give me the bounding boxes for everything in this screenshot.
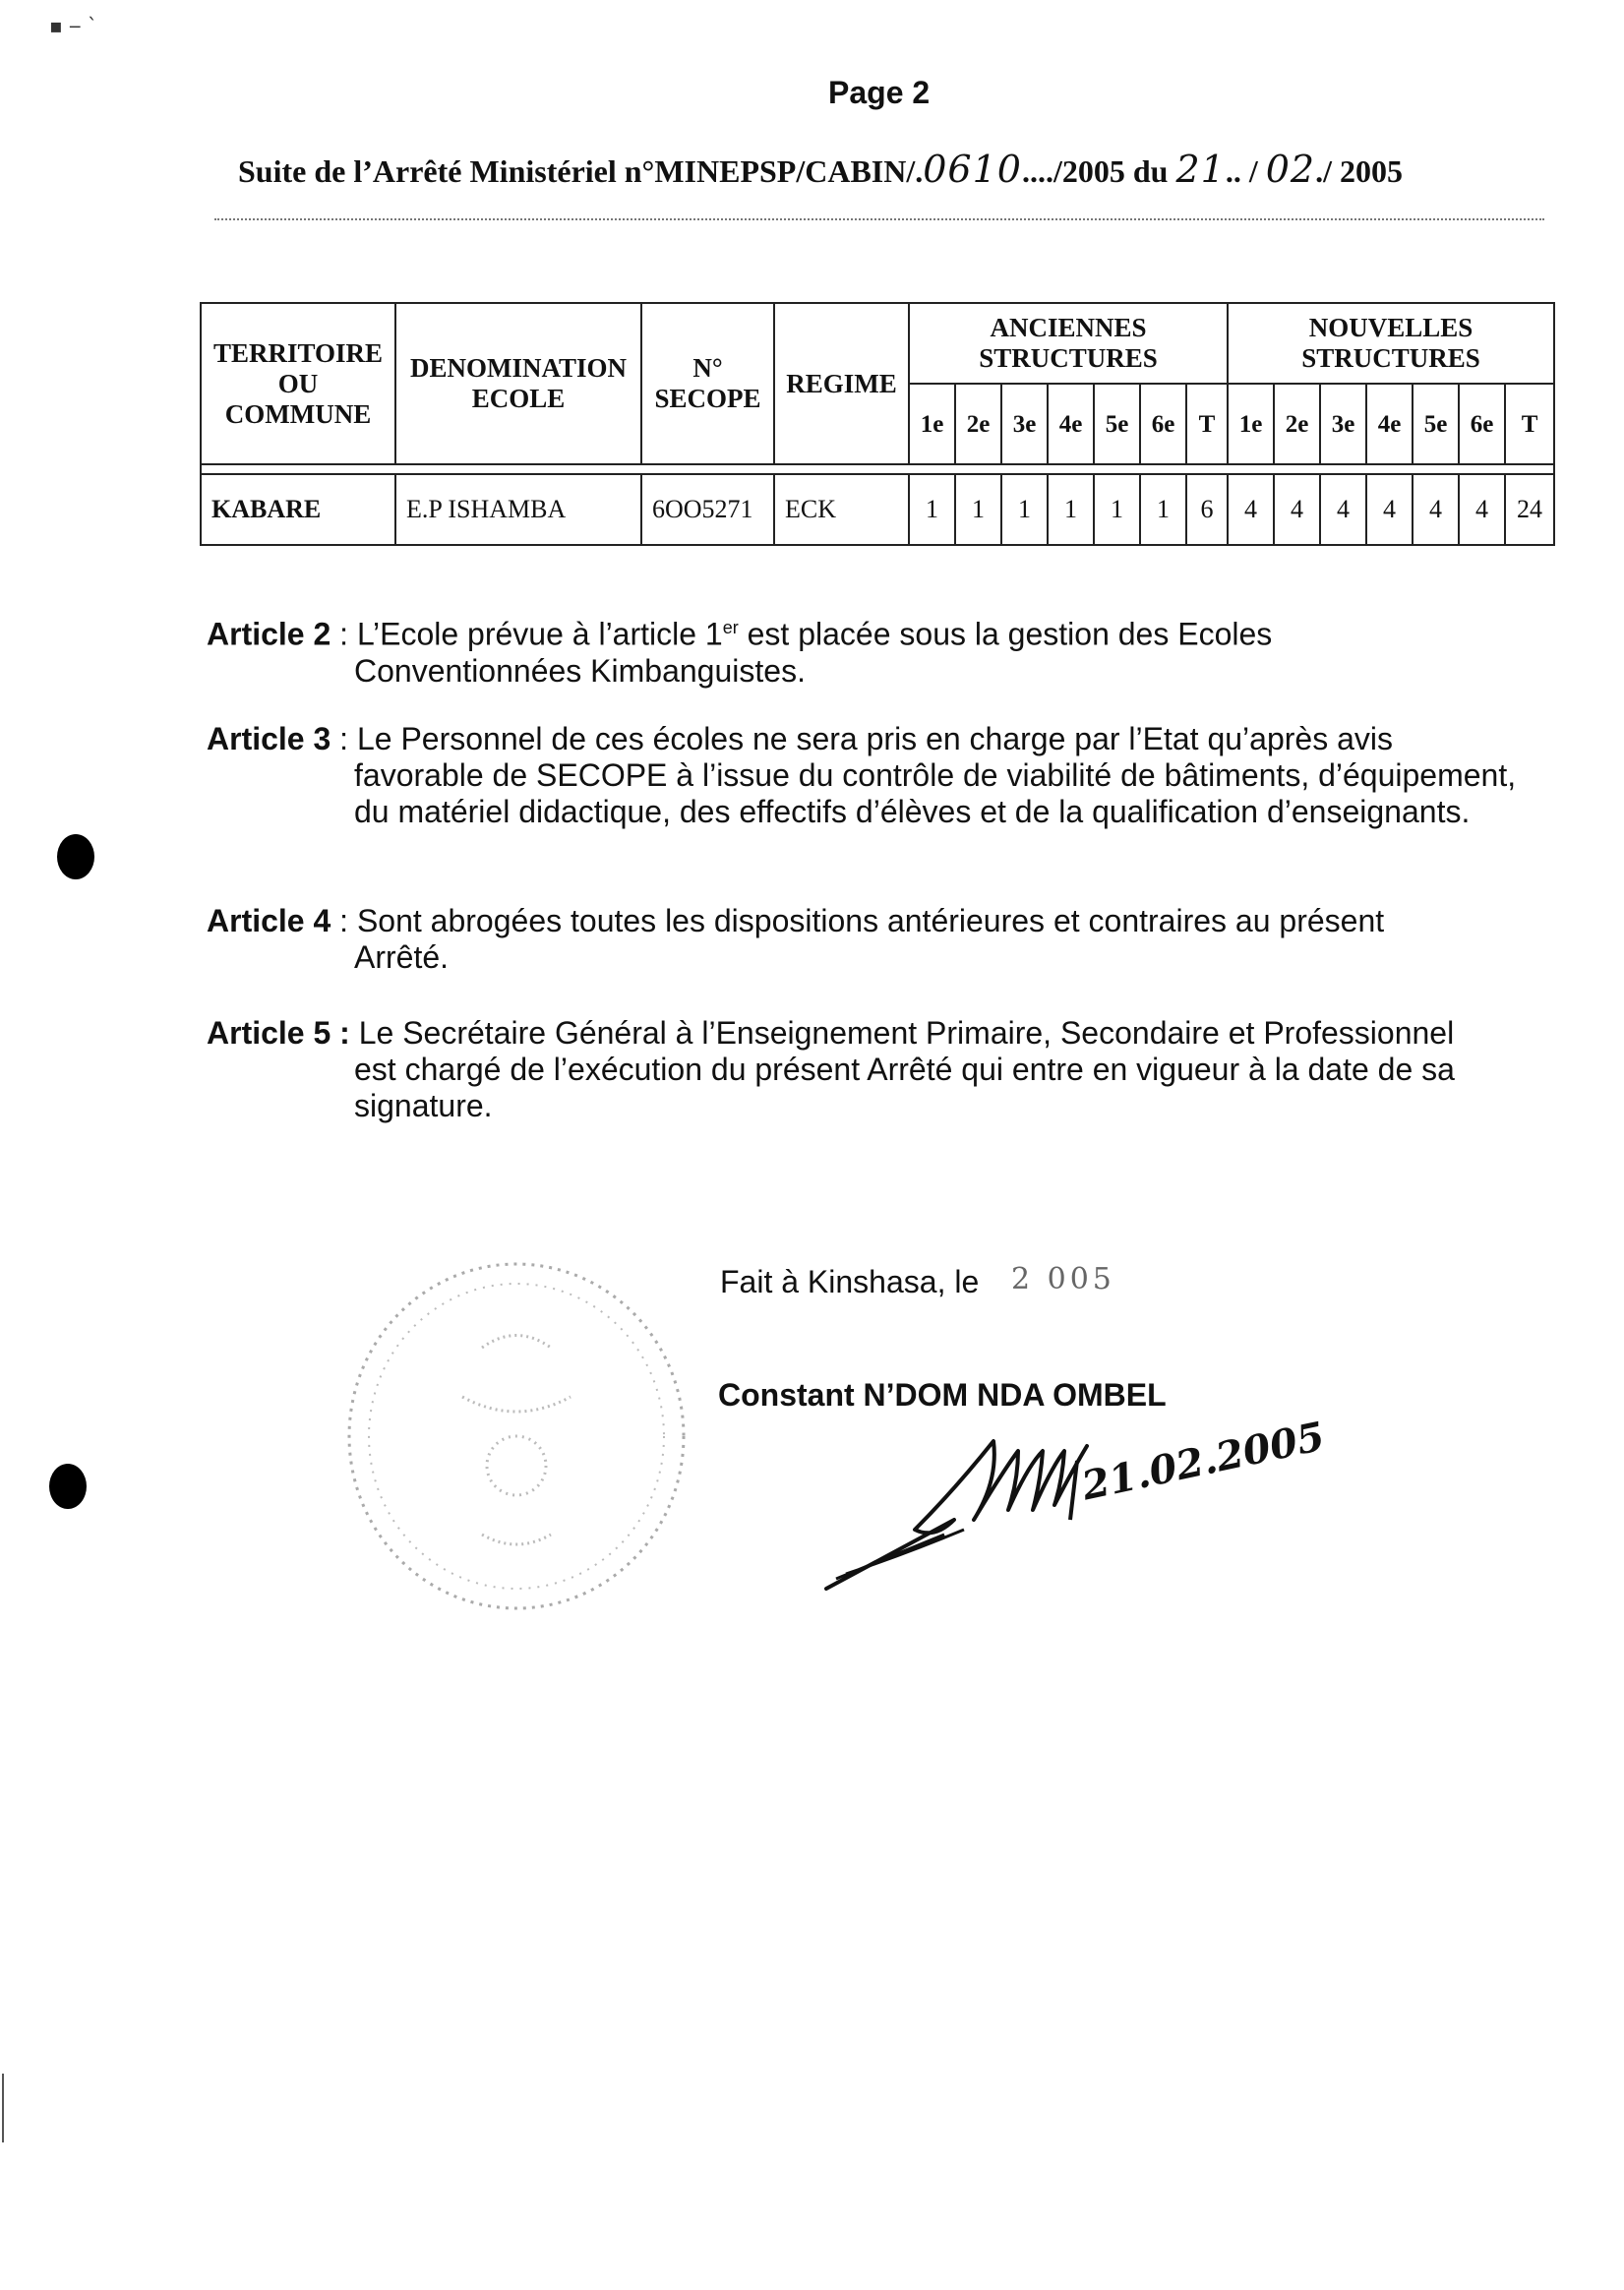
header-dotted-rule (214, 218, 1544, 220)
punch-hole (49, 1464, 87, 1509)
table-row (201, 474, 1554, 545)
page-number: Page 2 (828, 75, 931, 110)
cell-anciennes: 1 (1094, 474, 1140, 545)
header-prefix: Suite de l’Arrêté Ministériel n°MINEPSP/CABIN/. (238, 153, 924, 189)
handwritten-month: 02 (1265, 148, 1316, 191)
corner-scan-mark: ▪ ‒ ˋ (49, 14, 97, 37)
grade-header: T (1186, 384, 1228, 464)
article-label: Article 3 (207, 721, 331, 756)
grade-header: T (1505, 384, 1554, 464)
grade-header: 1e (909, 384, 955, 464)
article-label: Article 2 (207, 616, 331, 652)
cell-nouvelles-total: 24 (1505, 474, 1554, 545)
article-text: Sont abrogées toutes les dispositions antérieures et contraires au présent (356, 903, 1385, 938)
header-denomination: DENOMINATION ECOLE (395, 303, 641, 464)
article-label: Article 5 : (207, 1015, 350, 1051)
header-regime: REGIME (774, 303, 909, 464)
cell-denomination: E.P ISHAMBA (395, 474, 641, 545)
header-secope: N° SECOPE (641, 303, 774, 464)
header-suffix: ./ 2005 (1315, 153, 1403, 189)
official-stamp-seal (334, 1249, 698, 1623)
cell-anciennes: 1 (955, 474, 1001, 545)
article-text-continuation: Arrêté. (354, 939, 450, 975)
signature-date: 21.02.2005 (1077, 1413, 1329, 1510)
cell-anciennes-total: 6 (1186, 474, 1228, 545)
article-text: L’Ecole prévue à l’article 1 (356, 616, 723, 652)
signatory-name: Constant N’DOM NDA OMBEL (718, 1377, 1167, 1413)
grade-header: 5e (1094, 384, 1140, 464)
cell-territoire: KABARE (201, 474, 395, 545)
cell-nouvelles: 4 (1228, 474, 1274, 545)
cell-regime: ECK (774, 474, 909, 545)
article-4: Article 4 : Sont abrogées toutes les dispositions antérieures et contraires au présent Arrêté. (207, 903, 1544, 976)
article-label: Article 4 (207, 903, 331, 938)
grade-header: 1e (1228, 384, 1274, 464)
article-text-continuation: est chargé de l’exécution du présent Arrêté qui entre en vigueur à la date de sa signature. (354, 1052, 1455, 1123)
header-territoire: TERRITOIRE OU COMMUNE (201, 303, 395, 464)
article-3: Article 3 : Le Personnel de ces écoles ne sera pris en charge par l’Etat qu’après avis favorable de SECOPE à l’issue du contrôle de viabilité de bâtiments, d’équipement, du matériel didactique, des effectifs d’élèves et de la qualification d’enseignants. (207, 721, 1544, 830)
cell-nouvelles: 4 (1320, 474, 1366, 545)
cell-secope: 6OO5271 (641, 474, 774, 545)
article-text: Le Secrétaire Général à l’Enseignement Primaire, Secondaire et Professionnel (358, 1015, 1455, 1051)
header-nouvelles: NOUVELLES STRUCTURES (1228, 303, 1554, 384)
punch-hole (57, 834, 94, 879)
grade-header: 6e (1459, 384, 1505, 464)
header-mid: ..../2005 du (1021, 153, 1176, 189)
handwritten-day: 21 (1175, 148, 1226, 191)
grade-header: 3e (1001, 384, 1048, 464)
grade-header: 4e (1048, 384, 1094, 464)
cell-nouvelles: 4 (1459, 474, 1505, 545)
article-text: Le Personnel de ces écoles ne sera pris en charge par l’Etat qu’après avis (356, 721, 1393, 756)
cell-anciennes: 1 (1048, 474, 1094, 545)
document-header (238, 148, 1527, 191)
grade-header: 2e (955, 384, 1001, 464)
article-2: Article 2 : L’Ecole prévue à l’article 1er est placée sous la gestion des Ecoles Conventionnées Kimbanguistes. (207, 610, 1544, 690)
scan-edge-line (2, 2074, 4, 2142)
place-and-date-label: Fait à Kinshasa, le (720, 1264, 980, 1299)
cell-nouvelles: 4 (1274, 474, 1320, 545)
cell-nouvelles: 4 (1366, 474, 1413, 545)
article-text-continuation: favorable de SECOPE à l’issue du contrôle de viabilité de bâtiments, d’équipement, du matériel didactique, des effectifs d’élèves et de la qualification d’enseignants. (354, 757, 1517, 829)
header-sep: .. / (1225, 153, 1266, 189)
cell-anciennes: 1 (909, 474, 955, 545)
school-structure-table (200, 302, 1555, 546)
header-anciennes: ANCIENNES STRUCTURES (909, 303, 1228, 384)
cell-anciennes: 1 (1001, 474, 1048, 545)
handwritten-decree-number: 0610 (923, 148, 1022, 191)
grade-header: 2e (1274, 384, 1320, 464)
grade-header: 5e (1413, 384, 1459, 464)
stamped-date-partial: 2 005 (1011, 1262, 1115, 1296)
cell-anciennes: 1 (1140, 474, 1186, 545)
article-text-continuation: Conventionnées Kimbanguistes. (354, 652, 806, 689)
article-5 (207, 1015, 1544, 1124)
cell-nouvelles: 4 (1413, 474, 1459, 545)
grade-header: 3e (1320, 384, 1366, 464)
grade-header: 6e (1140, 384, 1186, 464)
grade-header: 4e (1366, 384, 1413, 464)
